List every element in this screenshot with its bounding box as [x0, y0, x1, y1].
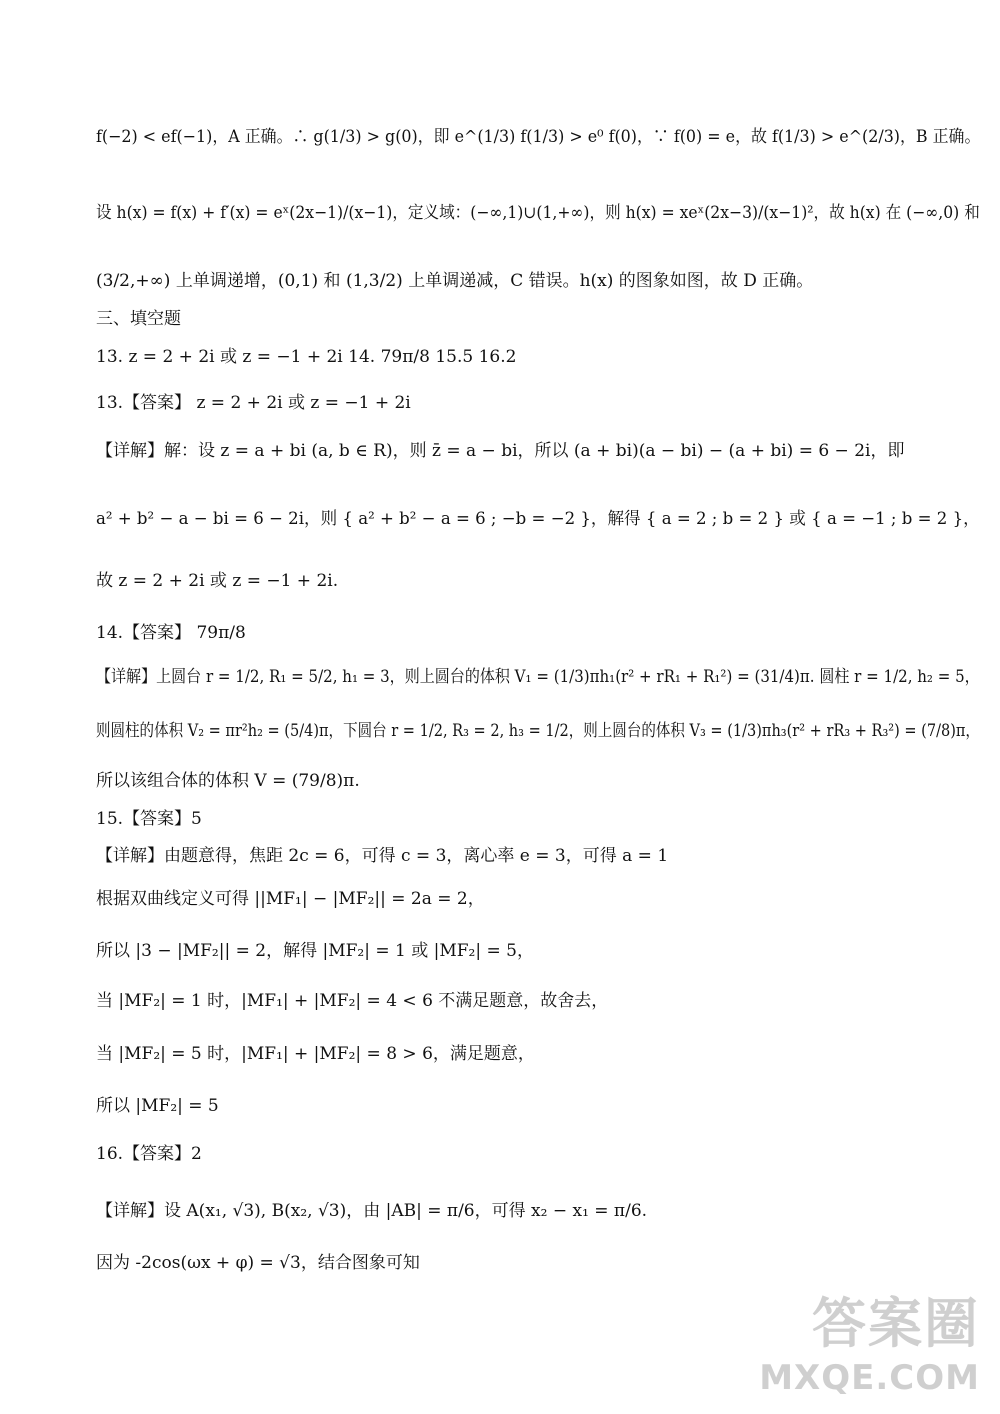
detail-14-line-3: 所以该组合体的体积 V = (79/8)π.: [96, 771, 360, 791]
detail-15-line-3: 所以 |3 − |MF₂|| = 2，解得 |MF₂| = 1 或 |MF₂| = 5，: [96, 941, 534, 961]
detail-15-line-5: 当 |MF₂| = 5 时，|MF₁| + |MF₂| = 8 > 6，满足题意，: [96, 1044, 535, 1064]
detail-13-line-1: 【详解】解：设 z = a + bi (a, b ∈ R)，则 z̄ = a − bi，所以 (a + bi)(a − bi) − (a + bi) = 6 − 2i，即: [96, 441, 905, 461]
detail-14-line-1: 【详解】上圆台 r = 1/2, R₁ = 5/2, h₁ = 3，则上圆台的体积 V₁ = (1/3)πh₁(r² + rR₁ + R₁²) = (31/4)π. 圆柱 r = 1/2, h₂ = 5，: [96, 667, 980, 687]
watermark-url: MXQE.COM: [759, 1358, 980, 1398]
detail-14-line-2: 则圆柱的体积 V₂ = πr²h₂ = (5/4)π，下圆台 r = 1/2, R₃ = 2, h₃ = 1/2，则上圆台的体积 V₃ = (1/3)πh₃(r² + rR₃ + R₃²) = (7/8)π，: [96, 721, 980, 741]
detail-13-line-3: 故 z = 2 + 2i 或 z = −1 + 2i.: [96, 571, 339, 591]
text-line-3: (3/2,+∞) 上单调递增，(0,1) 和 (1,3/2) 上单调递减，C 错误。h(x) 的图象如图，故 D 正确。: [96, 271, 814, 291]
section-heading: 三、填空题: [96, 309, 181, 329]
answer-13: 13.【答案】 z = 2 + 2i 或 z = −1 + 2i: [96, 393, 411, 413]
detail-15-line-2: 根据双曲线定义可得 ||MF₁| − |MF₂|| = 2a = 2，: [96, 889, 485, 909]
watermark: [759, 1281, 980, 1398]
detail-15-line-6: 所以 |MF₂| = 5: [96, 1096, 219, 1116]
text-line-2: 设 h(x) = f(x) + f′(x) = eˣ(2x−1)/(x−1)，定义域：(−∞,1)∪(1,+∞)，则 h(x) = xeˣ(2x−3)/(x−1)²，故 h(x) 在 (−∞,0) 和: [96, 203, 980, 223]
answer-15: 15.【答案】5: [96, 809, 202, 829]
answer-16: 16.【答案】2: [96, 1144, 202, 1164]
answers-summary: 13. z = 2 + 2i 或 z = −1 + 2i 14. 79π/8 15.5 16.2: [96, 347, 517, 367]
detail-16-line-2: 因为 -2cos(ωx + φ) = √3，结合图象可知: [96, 1253, 420, 1273]
detail-13-line-2: a² + b² − a − bi = 6 − 2i，则 { a² + b² − a = 6 ; −b = −2 }，解得 { a = 2 ; b = 2 } 或 { a = −1 ; b = 2 }，: [96, 509, 980, 529]
detail-15-line-1: 【详解】由题意得，焦距 2c = 6，可得 c = 3，离心率 e = 3，可得 a = 1: [96, 846, 669, 866]
answer-14: 14.【答案】 79π/8: [96, 623, 246, 643]
text-line-1: f(−2) < ef(−1)，A 正确。∴ g(1/3) > g(0)，即 e^(1/3) f(1/3) > e⁰ f(0)，∵ f(0) = e，故 f(1/3) > e^(2/3)，B 正确。: [96, 127, 981, 147]
detail-16-line-1: 【详解】设 A(x₁, √3), B(x₂, √3)，由 |AB| = π/6，可得 x₂ − x₁ = π/6.: [96, 1201, 648, 1221]
detail-15-line-4: 当 |MF₂| = 1 时，|MF₁| + |MF₂| = 4 < 6 不满足题意，故舍去，: [96, 991, 609, 1011]
watermark-logo-text: 答案圈: [812, 1292, 980, 1355]
